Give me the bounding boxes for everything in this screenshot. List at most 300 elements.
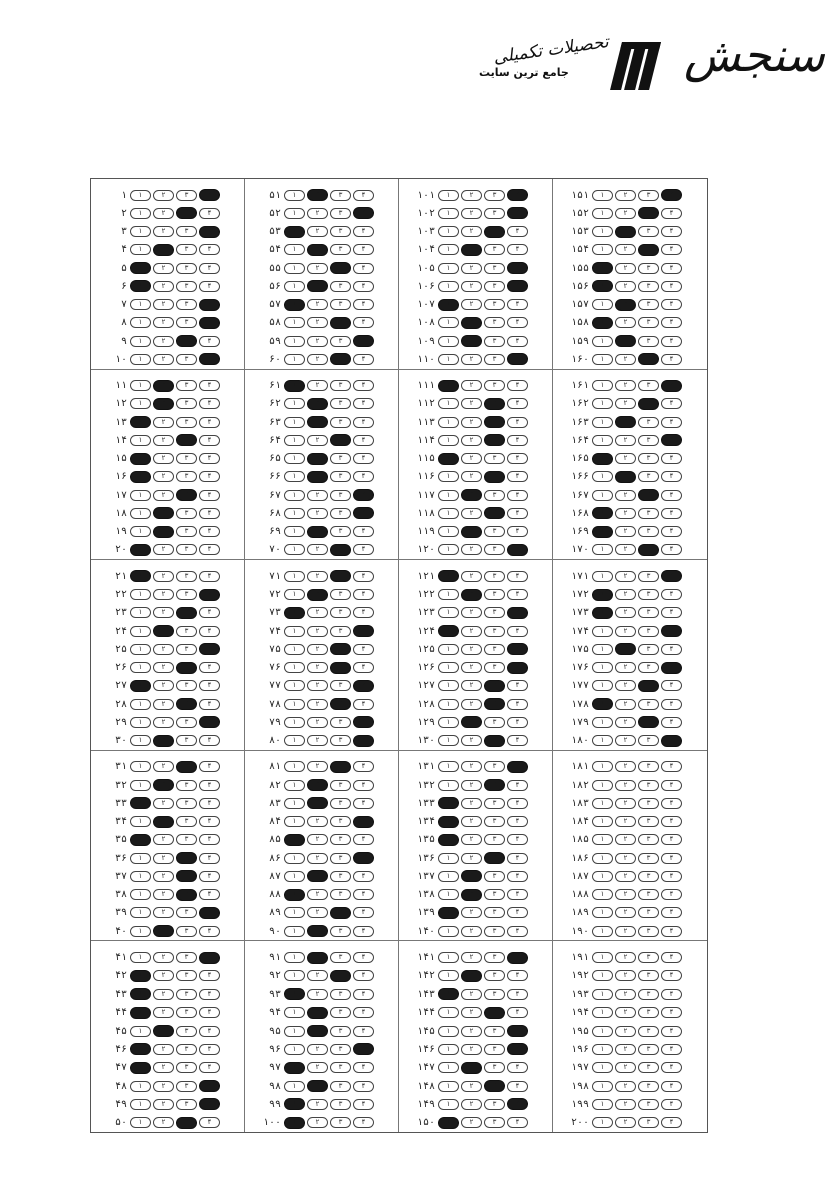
answer-bubble[interactable]: ۴ bbox=[353, 435, 374, 446]
answer-bubble[interactable]: ۴ bbox=[661, 336, 682, 347]
answer-bubble[interactable]: ۱ bbox=[592, 1007, 613, 1018]
answer-bubble[interactable]: ۱ bbox=[130, 871, 151, 882]
answer-bubble[interactable]: ۱ bbox=[284, 380, 305, 392]
answer-bubble[interactable]: ۲ bbox=[461, 335, 482, 347]
answer-bubble[interactable]: ۴ bbox=[199, 1044, 220, 1055]
answer-bubble[interactable]: ۴ bbox=[353, 207, 374, 219]
answer-bubble[interactable]: ۲ bbox=[307, 280, 328, 292]
answer-bubble[interactable]: ۱ bbox=[284, 662, 305, 673]
answer-bubble[interactable]: ۲ bbox=[461, 834, 482, 845]
answer-bubble[interactable]: ۲ bbox=[615, 871, 636, 882]
answer-bubble[interactable]: ۲ bbox=[615, 526, 636, 537]
answer-bubble[interactable]: ۳ bbox=[484, 607, 505, 618]
answer-bubble[interactable]: ۳ bbox=[638, 190, 659, 201]
answer-bubble[interactable]: ۴ bbox=[507, 417, 528, 428]
answer-bubble[interactable]: ۴ bbox=[199, 508, 220, 519]
answer-bubble[interactable]: ۴ bbox=[353, 607, 374, 618]
answer-bubble[interactable]: ۱ bbox=[130, 280, 151, 292]
answer-bubble[interactable]: ۱ bbox=[284, 761, 305, 772]
answer-bubble[interactable]: ۴ bbox=[353, 871, 374, 882]
answer-bubble[interactable]: ۱ bbox=[284, 571, 305, 582]
answer-bubble[interactable]: ۴ bbox=[507, 907, 528, 918]
answer-bubble[interactable]: ۳ bbox=[176, 417, 197, 428]
answer-bubble[interactable]: ۳ bbox=[330, 490, 351, 501]
answer-bubble[interactable]: ۱ bbox=[284, 988, 305, 1000]
answer-bubble[interactable]: ۳ bbox=[638, 834, 659, 845]
answer-bubble[interactable]: ۲ bbox=[153, 798, 174, 809]
answer-bubble[interactable]: ۳ bbox=[330, 526, 351, 537]
answer-bubble[interactable]: ۳ bbox=[330, 798, 351, 809]
answer-bubble[interactable]: ۲ bbox=[153, 453, 174, 464]
answer-bubble[interactable]: ۲ bbox=[461, 226, 482, 237]
answer-bubble[interactable]: ۴ bbox=[661, 398, 682, 409]
answer-bubble[interactable]: ۲ bbox=[153, 717, 174, 728]
answer-bubble[interactable]: ۴ bbox=[199, 926, 220, 937]
answer-bubble[interactable]: ۴ bbox=[353, 471, 374, 482]
answer-bubble[interactable]: ۱ bbox=[130, 299, 151, 310]
answer-bubble[interactable]: ۳ bbox=[330, 907, 351, 919]
answer-bubble[interactable]: ۲ bbox=[153, 435, 174, 446]
answer-bubble[interactable]: ۱ bbox=[284, 417, 305, 428]
answer-bubble[interactable]: ۲ bbox=[307, 1080, 328, 1092]
answer-bubble[interactable]: ۳ bbox=[176, 453, 197, 464]
answer-bubble[interactable]: ۱ bbox=[592, 417, 613, 428]
answer-bubble[interactable]: ۲ bbox=[615, 1007, 636, 1018]
answer-bubble[interactable]: ۱ bbox=[592, 1062, 613, 1073]
answer-bubble[interactable]: ۲ bbox=[615, 416, 636, 428]
answer-bubble[interactable]: ۴ bbox=[661, 281, 682, 292]
answer-bubble[interactable]: ۴ bbox=[353, 970, 374, 981]
answer-bubble[interactable]: ۴ bbox=[353, 571, 374, 582]
answer-bubble[interactable]: ۱ bbox=[284, 317, 305, 328]
answer-bubble[interactable]: ۲ bbox=[153, 699, 174, 710]
answer-bubble[interactable]: ۳ bbox=[638, 417, 659, 428]
answer-bubble[interactable]: ۱ bbox=[438, 761, 459, 772]
answer-bubble[interactable]: ۴ bbox=[353, 507, 374, 519]
answer-bubble[interactable]: ۱ bbox=[284, 226, 305, 238]
answer-bubble[interactable]: ۳ bbox=[330, 735, 351, 746]
answer-bubble[interactable]: ۱ bbox=[284, 435, 305, 446]
answer-bubble[interactable]: ۲ bbox=[307, 508, 328, 519]
answer-bubble[interactable]: ۱ bbox=[130, 1081, 151, 1092]
answer-bubble[interactable]: ۲ bbox=[307, 1044, 328, 1055]
answer-bubble[interactable]: ۱ bbox=[438, 490, 459, 501]
answer-bubble[interactable]: ۲ bbox=[461, 907, 482, 918]
answer-bubble[interactable]: ۴ bbox=[199, 626, 220, 637]
answer-bubble[interactable]: ۴ bbox=[507, 834, 528, 845]
answer-bubble[interactable]: ۱ bbox=[284, 907, 305, 918]
answer-bubble[interactable]: ۲ bbox=[461, 1117, 482, 1128]
answer-bubble[interactable]: ۴ bbox=[199, 889, 220, 900]
answer-bubble[interactable]: ۲ bbox=[153, 1062, 174, 1073]
answer-bubble[interactable]: ۳ bbox=[176, 571, 197, 582]
answer-bubble[interactable]: ۳ bbox=[484, 871, 505, 882]
answer-bubble[interactable]: ۴ bbox=[353, 816, 374, 828]
answer-bubble[interactable]: ۴ bbox=[661, 798, 682, 809]
answer-bubble[interactable]: ۴ bbox=[353, 1026, 374, 1037]
answer-bubble[interactable]: ۲ bbox=[615, 816, 636, 827]
answer-bubble[interactable]: ۱ bbox=[592, 1026, 613, 1037]
answer-bubble[interactable]: ۳ bbox=[176, 207, 197, 219]
answer-bubble[interactable]: ۳ bbox=[638, 662, 659, 673]
answer-bubble[interactable]: ۲ bbox=[307, 644, 328, 655]
answer-bubble[interactable]: ۳ bbox=[484, 1099, 505, 1110]
answer-bubble[interactable]: ۲ bbox=[307, 317, 328, 328]
answer-bubble[interactable]: ۴ bbox=[507, 680, 528, 691]
answer-bubble[interactable]: ۲ bbox=[153, 970, 174, 981]
answer-bubble[interactable]: ۲ bbox=[615, 435, 636, 446]
answer-bubble[interactable]: ۴ bbox=[353, 335, 374, 347]
answer-bubble[interactable]: ۱ bbox=[438, 471, 459, 482]
answer-bubble[interactable]: ۱ bbox=[438, 208, 459, 219]
answer-bubble[interactable]: ۱ bbox=[438, 263, 459, 274]
answer-bubble[interactable]: ۲ bbox=[615, 398, 636, 409]
answer-bubble[interactable]: ۲ bbox=[153, 589, 174, 600]
answer-bubble[interactable]: ۱ bbox=[438, 453, 459, 465]
answer-bubble[interactable]: ۴ bbox=[199, 589, 220, 601]
answer-bubble[interactable]: ۱ bbox=[284, 644, 305, 655]
answer-bubble[interactable]: ۳ bbox=[176, 834, 197, 845]
answer-bubble[interactable]: ۴ bbox=[661, 1099, 682, 1110]
answer-bubble[interactable]: ۱ bbox=[130, 544, 151, 556]
answer-bubble[interactable]: ۴ bbox=[353, 489, 374, 501]
answer-bubble[interactable]: ۲ bbox=[153, 834, 174, 845]
answer-bubble[interactable]: ۳ bbox=[330, 398, 351, 409]
answer-bubble[interactable]: ۳ bbox=[638, 853, 659, 864]
answer-bubble[interactable]: ۴ bbox=[661, 625, 682, 637]
answer-bubble[interactable]: ۱ bbox=[592, 780, 613, 791]
answer-bubble[interactable]: ۱ bbox=[130, 570, 151, 582]
answer-bubble[interactable]: ۱ bbox=[284, 717, 305, 728]
answer-bubble[interactable]: ۲ bbox=[615, 970, 636, 981]
answer-bubble[interactable]: ۲ bbox=[307, 435, 328, 446]
answer-bubble[interactable]: ۴ bbox=[661, 508, 682, 519]
answer-bubble[interactable]: ۲ bbox=[615, 1081, 636, 1092]
answer-bubble[interactable]: ۲ bbox=[615, 643, 636, 655]
answer-bubble[interactable]: ۱ bbox=[284, 735, 305, 746]
answer-bubble[interactable]: ۳ bbox=[484, 989, 505, 1000]
answer-bubble[interactable]: ۱ bbox=[438, 281, 459, 292]
answer-bubble[interactable]: ۱ bbox=[592, 698, 613, 710]
answer-bubble[interactable]: ۴ bbox=[661, 735, 682, 747]
answer-bubble[interactable]: ۲ bbox=[615, 380, 636, 391]
answer-bubble[interactable]: ۳ bbox=[176, 644, 197, 655]
answer-bubble[interactable]: ۴ bbox=[199, 208, 220, 219]
answer-bubble[interactable]: ۱ bbox=[592, 717, 613, 728]
answer-bubble[interactable]: ۳ bbox=[176, 508, 197, 519]
answer-bubble[interactable]: ۳ bbox=[330, 1007, 351, 1018]
answer-bubble[interactable]: ۱ bbox=[284, 1007, 305, 1018]
answer-bubble[interactable]: ۱ bbox=[592, 926, 613, 937]
answer-bubble[interactable]: ۲ bbox=[615, 1062, 636, 1073]
answer-bubble[interactable]: ۴ bbox=[199, 281, 220, 292]
answer-bubble[interactable]: ۳ bbox=[484, 779, 505, 791]
answer-bubble[interactable]: ۴ bbox=[661, 926, 682, 937]
answer-bubble[interactable]: ۴ bbox=[353, 544, 374, 555]
answer-bubble[interactable]: ۲ bbox=[307, 853, 328, 864]
answer-bubble[interactable]: ۱ bbox=[438, 607, 459, 618]
answer-bubble[interactable]: ۴ bbox=[661, 526, 682, 537]
answer-bubble[interactable]: ۲ bbox=[615, 335, 636, 347]
answer-bubble[interactable]: ۴ bbox=[199, 189, 220, 201]
answer-bubble[interactable]: ۳ bbox=[638, 1026, 659, 1037]
answer-bubble[interactable]: ۴ bbox=[353, 317, 374, 328]
answer-bubble[interactable]: ۴ bbox=[661, 1081, 682, 1092]
answer-bubble[interactable]: ۴ bbox=[507, 299, 528, 310]
answer-bubble[interactable]: ۴ bbox=[507, 571, 528, 582]
answer-bubble[interactable]: ۱ bbox=[438, 544, 459, 555]
answer-bubble[interactable]: ۴ bbox=[353, 989, 374, 1000]
answer-bubble[interactable]: ۱ bbox=[130, 644, 151, 655]
answer-bubble[interactable]: ۲ bbox=[461, 1044, 482, 1055]
answer-bubble[interactable]: ۳ bbox=[638, 735, 659, 746]
answer-bubble[interactable]: ۲ bbox=[615, 471, 636, 483]
answer-bubble[interactable]: ۱ bbox=[592, 299, 613, 310]
answer-bubble[interactable]: ۴ bbox=[661, 208, 682, 219]
answer-bubble[interactable]: ۲ bbox=[307, 1062, 328, 1073]
answer-bubble[interactable]: ۲ bbox=[615, 699, 636, 710]
answer-bubble[interactable]: ۴ bbox=[507, 952, 528, 964]
answer-bubble[interactable]: ۴ bbox=[199, 989, 220, 1000]
answer-bubble[interactable]: ۱ bbox=[284, 281, 305, 292]
answer-bubble[interactable]: ۳ bbox=[176, 190, 197, 201]
answer-bubble[interactable]: ۲ bbox=[307, 607, 328, 618]
answer-bubble[interactable]: ۲ bbox=[461, 244, 482, 256]
answer-bubble[interactable]: ۴ bbox=[199, 336, 220, 347]
answer-bubble[interactable]: ۱ bbox=[592, 970, 613, 981]
answer-bubble[interactable]: ۴ bbox=[507, 508, 528, 519]
answer-bubble[interactable]: ۴ bbox=[661, 780, 682, 791]
answer-bubble[interactable]: ۳ bbox=[176, 1007, 197, 1018]
answer-bubble[interactable]: ۱ bbox=[130, 526, 151, 537]
answer-bubble[interactable]: ۱ bbox=[284, 952, 305, 963]
answer-bubble[interactable]: ۳ bbox=[638, 508, 659, 519]
answer-bubble[interactable]: ۲ bbox=[461, 299, 482, 310]
answer-bubble[interactable]: ۳ bbox=[484, 1117, 505, 1128]
answer-bubble[interactable]: ۲ bbox=[615, 244, 636, 255]
answer-bubble[interactable]: ۳ bbox=[330, 989, 351, 1000]
answer-bubble[interactable]: ۴ bbox=[199, 453, 220, 464]
answer-bubble[interactable]: ۲ bbox=[153, 853, 174, 864]
answer-bubble[interactable]: ۳ bbox=[638, 526, 659, 537]
answer-bubble[interactable]: ۴ bbox=[507, 1007, 528, 1018]
answer-bubble[interactable]: ۲ bbox=[307, 299, 328, 310]
answer-bubble[interactable]: ۱ bbox=[130, 508, 151, 519]
answer-bubble[interactable]: ۲ bbox=[153, 208, 174, 219]
answer-bubble[interactable]: ۲ bbox=[615, 889, 636, 900]
answer-bubble[interactable]: ۴ bbox=[507, 471, 528, 482]
answer-bubble[interactable]: ۱ bbox=[130, 244, 151, 255]
answer-bubble[interactable]: ۴ bbox=[199, 398, 220, 409]
answer-bubble[interactable]: ۲ bbox=[153, 1117, 174, 1128]
answer-bubble[interactable]: ۴ bbox=[199, 761, 220, 772]
answer-bubble[interactable]: ۳ bbox=[330, 761, 351, 773]
answer-bubble[interactable]: ۳ bbox=[176, 317, 197, 328]
answer-bubble[interactable]: ۱ bbox=[130, 589, 151, 600]
answer-bubble[interactable]: ۴ bbox=[199, 798, 220, 809]
answer-bubble[interactable]: ۴ bbox=[199, 353, 220, 365]
answer-bubble[interactable]: ۳ bbox=[176, 589, 197, 600]
answer-bubble[interactable]: ۲ bbox=[307, 761, 328, 772]
answer-bubble[interactable]: ۳ bbox=[330, 508, 351, 519]
answer-bubble[interactable]: ۴ bbox=[353, 1081, 374, 1092]
answer-bubble[interactable]: ۱ bbox=[130, 988, 151, 1000]
answer-bubble[interactable]: ۱ bbox=[438, 625, 459, 637]
answer-bubble[interactable]: ۴ bbox=[507, 207, 528, 219]
answer-bubble[interactable]: ۲ bbox=[461, 1081, 482, 1092]
answer-bubble[interactable]: ۴ bbox=[353, 680, 374, 692]
answer-bubble[interactable]: ۳ bbox=[330, 226, 351, 237]
answer-bubble[interactable]: ۳ bbox=[484, 453, 505, 464]
answer-bubble[interactable]: ۳ bbox=[176, 1026, 197, 1037]
answer-bubble[interactable]: ۴ bbox=[661, 453, 682, 464]
answer-bubble[interactable]: ۳ bbox=[484, 761, 505, 772]
answer-bubble[interactable]: ۱ bbox=[130, 190, 151, 201]
answer-bubble[interactable]: ۱ bbox=[438, 526, 459, 537]
answer-bubble[interactable]: ۱ bbox=[284, 398, 305, 409]
answer-bubble[interactable]: ۱ bbox=[284, 816, 305, 827]
answer-bubble[interactable]: ۱ bbox=[130, 952, 151, 963]
answer-bubble[interactable]: ۱ bbox=[130, 435, 151, 446]
answer-bubble[interactable]: ۳ bbox=[638, 871, 659, 882]
answer-bubble[interactable]: ۲ bbox=[153, 761, 174, 772]
answer-bubble[interactable]: ۱ bbox=[592, 834, 613, 845]
answer-bubble[interactable]: ۱ bbox=[284, 699, 305, 710]
answer-bubble[interactable]: ۴ bbox=[353, 1043, 374, 1055]
answer-bubble[interactable]: ۲ bbox=[461, 571, 482, 582]
answer-bubble[interactable]: ۴ bbox=[199, 643, 220, 655]
answer-bubble[interactable]: ۴ bbox=[353, 699, 374, 710]
answer-bubble[interactable]: ۴ bbox=[353, 1117, 374, 1128]
answer-bubble[interactable]: ۲ bbox=[461, 544, 482, 555]
answer-bubble[interactable]: ۲ bbox=[461, 1099, 482, 1110]
answer-bubble[interactable]: ۲ bbox=[153, 281, 174, 292]
answer-bubble[interactable]: ۳ bbox=[638, 761, 659, 772]
answer-bubble[interactable]: ۳ bbox=[484, 1026, 505, 1037]
answer-bubble[interactable]: ۳ bbox=[330, 662, 351, 674]
answer-bubble[interactable]: ۲ bbox=[461, 526, 482, 538]
answer-bubble[interactable]: ۳ bbox=[176, 1044, 197, 1055]
answer-bubble[interactable]: ۳ bbox=[638, 281, 659, 292]
answer-bubble[interactable]: ۲ bbox=[461, 716, 482, 728]
answer-bubble[interactable]: ۴ bbox=[507, 244, 528, 255]
answer-bubble[interactable]: ۳ bbox=[176, 798, 197, 809]
answer-bubble[interactable]: ۴ bbox=[353, 453, 374, 464]
answer-bubble[interactable]: ۳ bbox=[330, 970, 351, 982]
answer-bubble[interactable]: ۲ bbox=[615, 907, 636, 918]
answer-bubble[interactable]: ۱ bbox=[438, 380, 459, 392]
answer-bubble[interactable]: ۱ bbox=[438, 926, 459, 937]
answer-bubble[interactable]: ۱ bbox=[592, 1081, 613, 1092]
answer-bubble[interactable]: ۴ bbox=[353, 190, 374, 201]
answer-bubble[interactable]: ۱ bbox=[438, 336, 459, 347]
answer-bubble[interactable]: ۱ bbox=[284, 299, 305, 311]
answer-bubble[interactable]: ۴ bbox=[199, 970, 220, 981]
answer-bubble[interactable]: ۳ bbox=[638, 716, 659, 728]
answer-bubble[interactable]: ۴ bbox=[507, 526, 528, 537]
answer-bubble[interactable]: ۲ bbox=[461, 1026, 482, 1037]
answer-bubble[interactable]: ۱ bbox=[592, 589, 613, 601]
answer-bubble[interactable]: ۳ bbox=[484, 852, 505, 864]
answer-bubble[interactable]: ۴ bbox=[353, 952, 374, 963]
answer-bubble[interactable]: ۱ bbox=[438, 699, 459, 710]
answer-bubble[interactable]: ۱ bbox=[284, 1062, 305, 1074]
answer-bubble[interactable]: ۲ bbox=[615, 453, 636, 464]
answer-bubble[interactable]: ۲ bbox=[307, 263, 328, 274]
answer-bubble[interactable]: ۲ bbox=[615, 299, 636, 311]
answer-bubble[interactable]: ۳ bbox=[638, 798, 659, 809]
answer-bubble[interactable]: ۳ bbox=[484, 698, 505, 710]
answer-bubble[interactable]: ۳ bbox=[330, 717, 351, 728]
answer-bubble[interactable]: ۲ bbox=[153, 925, 174, 937]
answer-bubble[interactable]: ۳ bbox=[176, 281, 197, 292]
answer-bubble[interactable]: ۴ bbox=[507, 1043, 528, 1055]
answer-bubble[interactable]: ۳ bbox=[484, 952, 505, 963]
answer-bubble[interactable]: ۳ bbox=[484, 970, 505, 981]
answer-bubble[interactable]: ۳ bbox=[176, 816, 197, 827]
answer-bubble[interactable]: ۲ bbox=[153, 507, 174, 519]
answer-bubble[interactable]: ۴ bbox=[199, 1080, 220, 1092]
answer-bubble[interactable]: ۲ bbox=[307, 226, 328, 237]
answer-bubble[interactable]: ۴ bbox=[507, 926, 528, 937]
answer-bubble[interactable]: ۳ bbox=[484, 226, 505, 238]
answer-bubble[interactable]: ۱ bbox=[438, 644, 459, 655]
answer-bubble[interactable]: ۳ bbox=[638, 1081, 659, 1092]
answer-bubble[interactable]: ۳ bbox=[176, 380, 197, 391]
answer-bubble[interactable]: ۳ bbox=[330, 853, 351, 864]
answer-bubble[interactable]: ۴ bbox=[507, 761, 528, 773]
answer-bubble[interactable]: ۱ bbox=[592, 907, 613, 918]
answer-bubble[interactable]: ۲ bbox=[615, 354, 636, 365]
answer-bubble[interactable]: ۱ bbox=[130, 1099, 151, 1110]
answer-bubble[interactable]: ۳ bbox=[484, 416, 505, 428]
answer-bubble[interactable]: ۳ bbox=[176, 970, 197, 981]
answer-bubble[interactable]: ۲ bbox=[307, 244, 328, 256]
answer-bubble[interactable]: ۱ bbox=[592, 190, 613, 201]
answer-bubble[interactable]: ۱ bbox=[284, 244, 305, 255]
answer-bubble[interactable]: ۳ bbox=[330, 353, 351, 365]
answer-bubble[interactable]: ۳ bbox=[484, 644, 505, 655]
answer-bubble[interactable]: ۴ bbox=[661, 699, 682, 710]
answer-bubble[interactable]: ۴ bbox=[199, 317, 220, 329]
answer-bubble[interactable]: ۲ bbox=[461, 1062, 482, 1074]
answer-bubble[interactable]: ۱ bbox=[592, 989, 613, 1000]
answer-bubble[interactable]: ۲ bbox=[307, 680, 328, 691]
answer-bubble[interactable]: ۲ bbox=[461, 626, 482, 637]
answer-bubble[interactable]: ۳ bbox=[330, 262, 351, 274]
answer-bubble[interactable]: ۴ bbox=[353, 761, 374, 772]
answer-bubble[interactable]: ۳ bbox=[176, 662, 197, 674]
answer-bubble[interactable]: ۱ bbox=[130, 1007, 151, 1019]
answer-bubble[interactable]: ۱ bbox=[130, 761, 151, 772]
answer-bubble[interactable]: ۳ bbox=[638, 1099, 659, 1110]
answer-bubble[interactable]: ۳ bbox=[330, 589, 351, 600]
answer-bubble[interactable]: ۲ bbox=[461, 644, 482, 655]
answer-bubble[interactable]: ۴ bbox=[661, 589, 682, 600]
answer-bubble[interactable]: ۴ bbox=[507, 189, 528, 201]
answer-bubble[interactable]: ۱ bbox=[438, 907, 459, 919]
answer-bubble[interactable]: ۳ bbox=[484, 281, 505, 292]
answer-bubble[interactable]: ۳ bbox=[484, 526, 505, 537]
answer-bubble[interactable]: ۲ bbox=[615, 263, 636, 274]
answer-bubble[interactable]: ۲ bbox=[307, 380, 328, 391]
answer-bubble[interactable]: ۳ bbox=[638, 699, 659, 710]
answer-bubble[interactable]: ۴ bbox=[199, 816, 220, 827]
answer-bubble[interactable]: ۱ bbox=[130, 907, 151, 918]
answer-bubble[interactable]: ۱ bbox=[592, 1117, 613, 1128]
answer-bubble[interactable]: ۴ bbox=[353, 589, 374, 600]
answer-bubble[interactable]: ۳ bbox=[176, 1099, 197, 1110]
